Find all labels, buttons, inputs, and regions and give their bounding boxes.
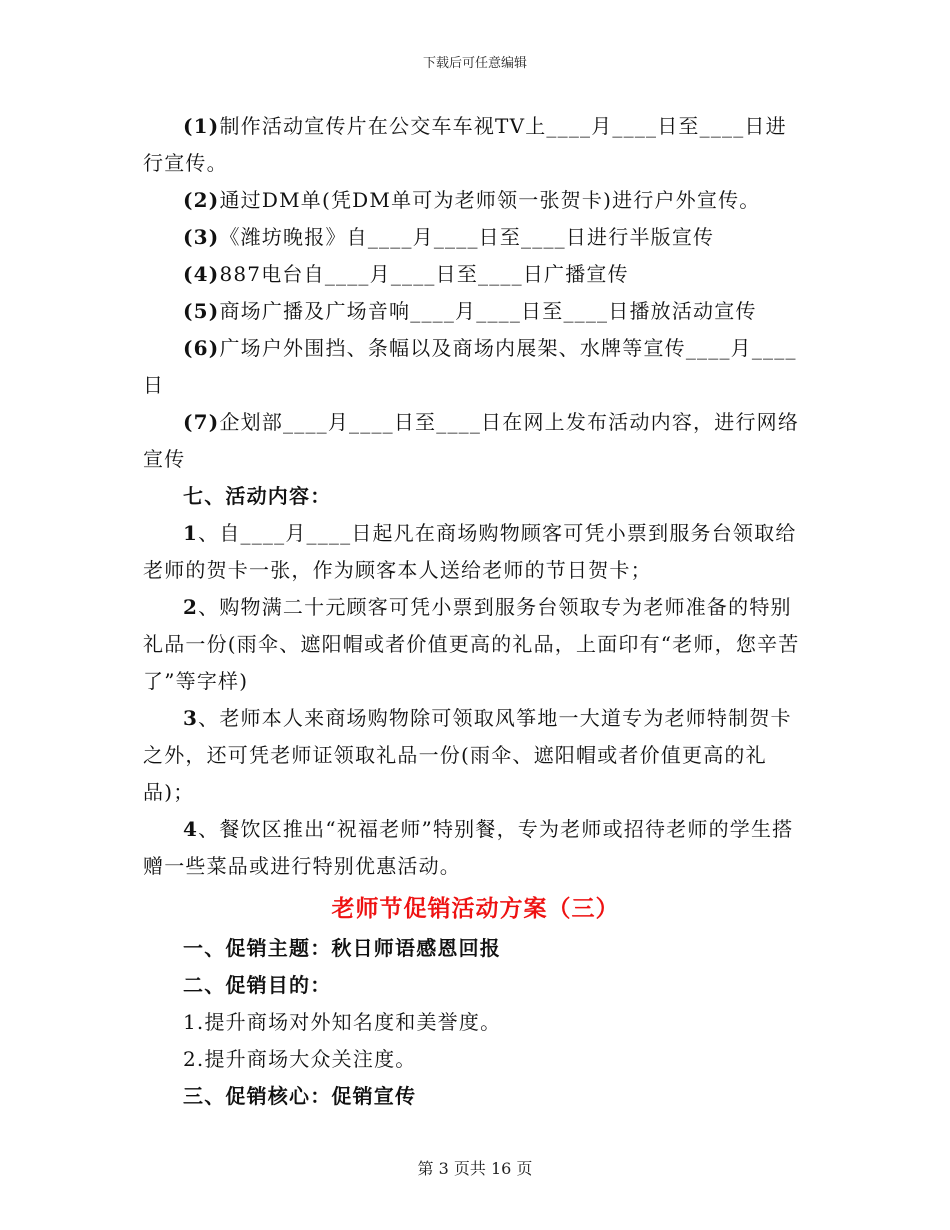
- item-number: (5): [183, 299, 220, 323]
- item-number: (2): [183, 188, 220, 212]
- point-number: 3: [183, 706, 199, 730]
- theme-heading: 一、促销主题：秋日师语感恩回报: [183, 936, 501, 960]
- item-text: 通过DM单(凭DM单可为老师领一张贺卡)进行户外宣传。: [219, 188, 761, 212]
- item-number: (1): [183, 114, 220, 138]
- list-item: [143, 404, 808, 478]
- item-number: (3): [183, 225, 220, 249]
- plan-title: 老师节促销活动方案（三）: [331, 896, 620, 922]
- page-footer: 第 3 页共 16 页: [417, 1159, 533, 1178]
- point-text: 、老师本人来商场购物除可领取风筝地一大道专为老师特制贺卡之外，还可凭老师证领取礼品一份(雨伞、遮阳帽或者价值更高的礼品)；: [143, 706, 792, 804]
- list-item: [143, 219, 808, 256]
- point-text: 、餐饮区推出“祝福老师”特别餐，专为老师或招待老师的学生搭赠一些菜品或进行特别优惠活动。: [143, 817, 794, 878]
- point-number: 2: [183, 595, 199, 619]
- point-text: 、自____月____日起凡在商场购物顾客可凭小票到服务台领取给老师的贺卡一张，作为顾客本人送给老师的节日贺卡；: [143, 521, 797, 582]
- section-heading: 七、活动内容：: [183, 484, 332, 508]
- item-text: 887电台自____月____日至____日广播宣传: [219, 262, 629, 286]
- point-number: 1: [183, 521, 199, 545]
- purpose-heading: 二、促销目的：: [183, 973, 332, 997]
- list-item: [143, 293, 808, 330]
- item-text: 制作活动宣传片在公交车车视TV上____月____日至____日进行宣传。: [143, 114, 787, 175]
- point-text: 、购物满二十元顾客可凭小票到服务台领取专为老师准备的特别礼品一份(雨伞、遮阳帽或者价值更高的礼品，上面印有“老师，您辛苦了”等字样): [143, 595, 800, 693]
- content-point: [143, 515, 808, 589]
- item-number: (4): [183, 262, 220, 286]
- item-text: 企划部____月____日至____日在网上发布活动内容，进行网络宣传: [143, 410, 800, 471]
- item-number: (6): [183, 336, 220, 360]
- item-text: 商场广播及广场音响____月____日至____日播放活动宣传: [219, 299, 757, 323]
- item-text: 《潍坊晚报》自____月____日至____日进行半版宣传: [219, 225, 715, 249]
- item-text: 广场户外围挡、条幅以及商场内展架、水牌等宣传____月____日: [143, 336, 797, 397]
- page-header: 下载后可任意编辑: [422, 56, 527, 71]
- list-item: [143, 256, 808, 293]
- document-body: [143, 108, 808, 1115]
- content-point: [143, 700, 808, 811]
- list-item: [143, 108, 808, 182]
- content-point: [143, 589, 808, 700]
- purpose-item: 2.提升商场大众关注度。: [183, 1047, 417, 1071]
- item-number: (7): [183, 410, 220, 434]
- core-heading: 三、促销核心：促销宣传: [183, 1084, 417, 1108]
- point-number: 4: [183, 817, 199, 841]
- list-item: [143, 182, 808, 219]
- content-point: [143, 811, 808, 885]
- purpose-item: 1.提升商场对外知名度和美誉度。: [183, 1010, 502, 1034]
- list-item: [143, 330, 808, 404]
